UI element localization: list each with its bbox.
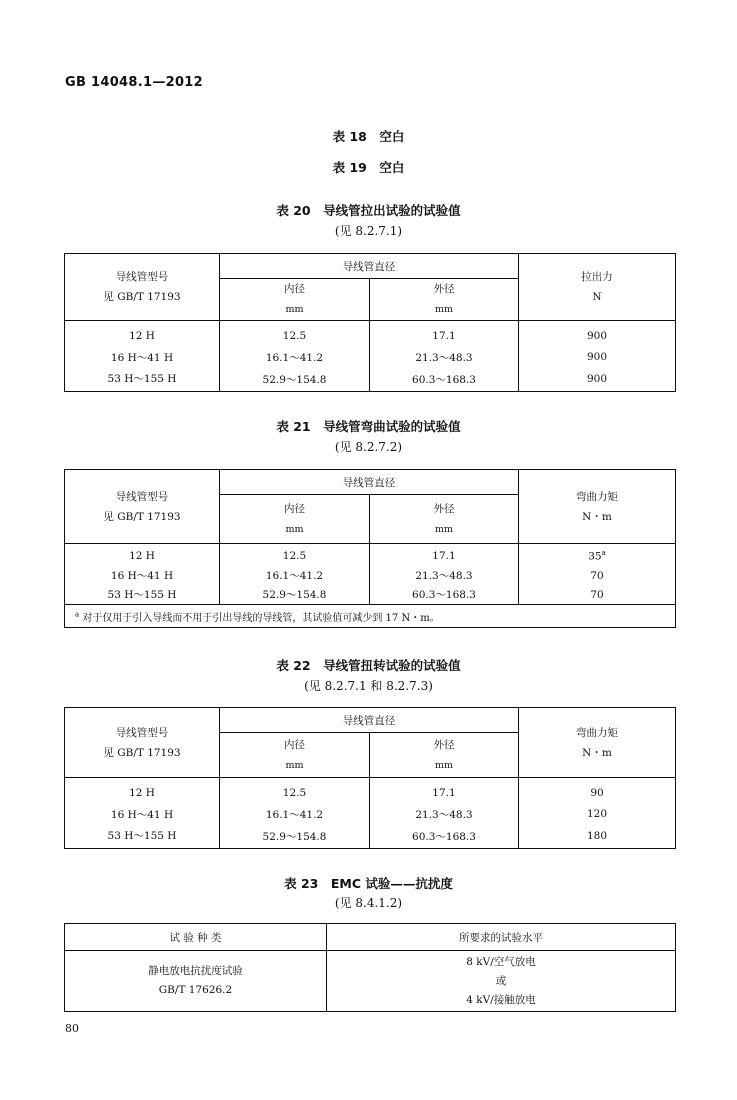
table-row: 16 H～41 H 16.1～41.2 21.3～48.3 120 — [65, 804, 676, 824]
col-outer-diameter: 外径 mm — [370, 279, 519, 321]
table-21 — [64, 469, 676, 628]
col-conduit-diameter: 导线管直径 — [220, 254, 519, 279]
table-19-title: 表 19 空白 — [332, 160, 405, 175]
col-outer-diameter: 外径 mm — [370, 495, 519, 544]
col-conduit-diameter: 导线管直径 — [220, 470, 519, 495]
table-22-title: 表 22 导线管扭转试验的试验值 — [276, 658, 461, 673]
col-inner-diameter: 内径 mm — [220, 279, 370, 321]
table-row: 12 H 12.5 17.1 90 — [65, 778, 676, 805]
table-row: 53 H～155 H 52.9～154.8 60.3～168.3 900 — [65, 367, 676, 392]
table-row: 53 H～155 H 52.9～154.8 60.3～168.3 70 — [65, 585, 676, 605]
table-row: 16 H～41 H 16.1～41.2 21.3～48.3 70 — [65, 566, 676, 585]
col-pull-force: 拉出力 N — [519, 254, 676, 321]
table-22 — [64, 707, 676, 849]
col-conduit-type: 导线管型号 见 GB/T 17193 — [65, 708, 220, 778]
table-20-reference: (见 8.2.7.1) — [334, 224, 403, 238]
test-type-cell: 静电放电抗扰度试验 GB/T 17626.2 — [65, 951, 327, 1012]
table-20-title: 表 20 导线管拉出试验的试验值 — [276, 203, 461, 218]
col-bending-moment: 弯曲力矩 N・m — [519, 470, 676, 544]
table-row — [65, 951, 676, 1012]
table-22-reference: (见 8.2.7.1 和 8.2.7.3) — [304, 679, 433, 693]
table-23 — [64, 923, 676, 1012]
table-row: 53 H～155 H 52.9～154.8 60.3～168.3 180 — [65, 824, 676, 849]
table-21-title: 表 21 导线管弯曲试验的试验值 — [276, 419, 461, 434]
table-row: 12 H 12.5 17.1 35$^a$ — [65, 544, 676, 567]
col-test-type: 试 验 种 类 — [65, 924, 327, 951]
table-18-title: 表 18 空白 — [332, 129, 405, 144]
table-21-reference: (见 8.2.7.2) — [334, 440, 403, 454]
col-inner-diameter: 内径 mm — [220, 733, 370, 778]
col-torsion-moment: 弯曲力矩 N・m — [519, 708, 676, 778]
table-23-title: 表 23 EMC 试验——抗扰度 — [284, 876, 453, 891]
table-20 — [64, 253, 676, 392]
table-footnote: $^a$ 对于仅用于引入导线而不用于引出导线的导线管，其试验值可减少到 17 N・m。 — [65, 605, 676, 628]
test-level-cell: 8 kV/空气放电 或 4 kV/接触放电 — [327, 951, 676, 1012]
col-conduit-diameter: 导线管直径 — [220, 708, 519, 733]
footnote-marker: a — [601, 549, 606, 558]
col-conduit-type: 导线管型号 见 GB/T 17193 — [65, 254, 220, 321]
col-required-test-level: 所要求的试验水平 — [327, 924, 676, 951]
col-conduit-type: 导线管型号 见 GB/T 17193 — [65, 470, 220, 544]
page-number: 80 — [65, 1022, 79, 1035]
col-outer-diameter: 外径 mm — [370, 733, 519, 778]
col-inner-diameter: 内径 mm — [220, 495, 370, 544]
table-row: 16 H～41 H 16.1～41.2 21.3～48.3 900 — [65, 347, 676, 367]
table-23-reference: (见 8.4.1.2) — [334, 896, 403, 910]
table-row: 12 H 12.5 17.1 900 — [65, 321, 676, 348]
document-standard-number: GB 14048.1—2012 — [65, 75, 203, 90]
